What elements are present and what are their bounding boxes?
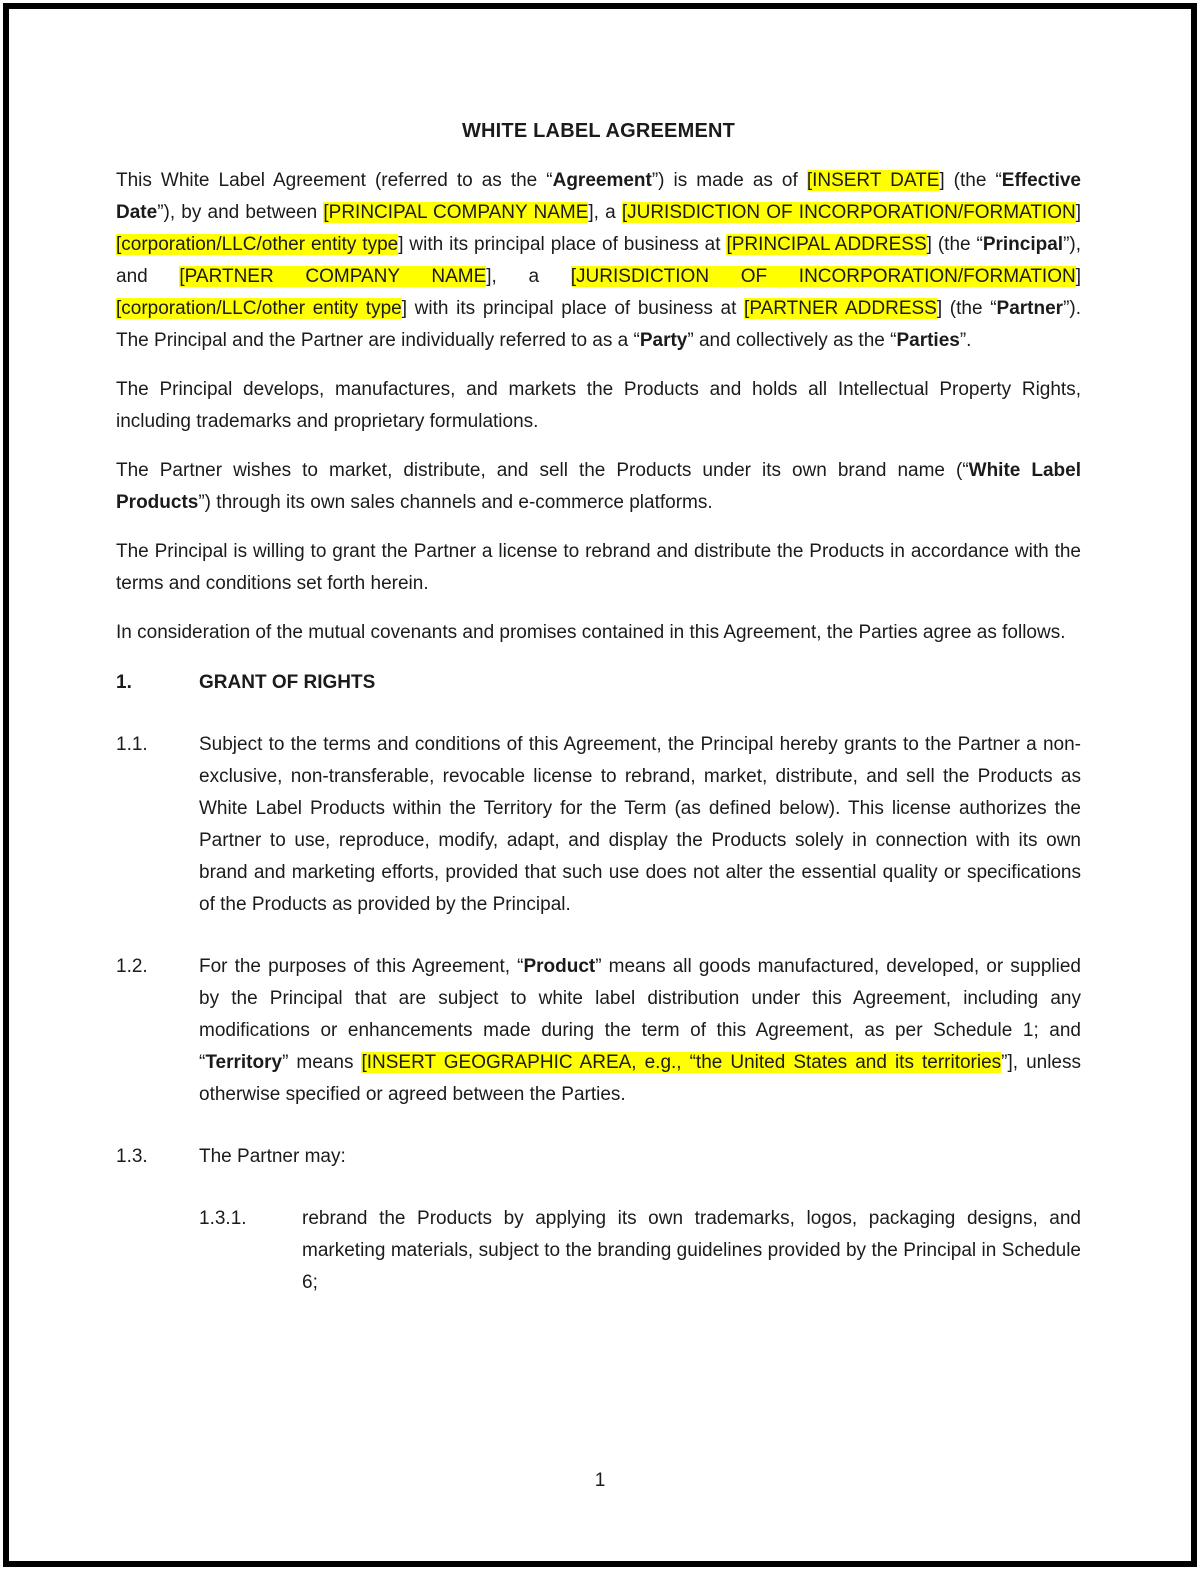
placeholder-highlight: [PARTNER COMPANY NAME (179, 266, 487, 287)
text-run: ] (the “ (936, 298, 997, 319)
text-run: The Partner wishes to market, distribute, and sell the Products under its own brand name (“ (116, 460, 969, 481)
defined-term: Agreement (552, 170, 652, 191)
defined-term: Principal (982, 234, 1064, 255)
text-run: The Principal is willing to grant the Partner a license to rebrand and distribute the Products in accordance with the terms and conditions set forth herein. (116, 541, 1081, 594)
section-number: 1. (116, 672, 132, 693)
text-run: ], a (486, 266, 571, 287)
clause-row (116, 1203, 1081, 1299)
text-run: ”), and (116, 234, 1082, 287)
defined-term: Product (523, 956, 596, 977)
intro-paragraph (116, 374, 1081, 438)
defined-term: Partner (996, 298, 1064, 319)
intro-paragraph (116, 617, 1081, 649)
placeholder-highlight: [JURISDICTION OF INCORPORATION/FORMATION (621, 202, 1076, 223)
text-run: ] (1075, 202, 1081, 223)
text-run: Subject to the terms and conditions of this Agreement, the Principal hereby grants to the Partner a non-exclusive, non-transferable, revocable license to rebrand, market, distribute, and sell the Products as White Label Products within the Territory for the Term (as defined below). This license authorizes the Partner to use, reproduce, modify, adapt, and display the Products solely in connection with its own brand and marketing efforts, provided that such use does not alter the essential quality or specifications of the Products as provided by the Principal. (199, 734, 1081, 915)
text-run: ”), by and between (157, 202, 324, 223)
text-run: ] with its principal place of business at (401, 298, 745, 319)
document-title: WHITE LABEL AGREEMENT (461, 120, 736, 142)
intro-paragraph (116, 455, 1081, 519)
text-run: ”. (959, 330, 972, 351)
placeholder-highlight: [PRINCIPAL ADDRESS (726, 234, 927, 255)
placeholder-highlight: [INSERT GEOGRAPHIC AREA, e.g., “the United States and its territories (361, 1052, 1002, 1073)
section-heading: GRANT OF RIGHTS (199, 672, 376, 693)
page-number: 1 (594, 1470, 606, 1491)
clause-text (199, 1141, 1081, 1173)
clause-text (199, 951, 1081, 1111)
placeholder-highlight: [PARTNER ADDRESS (744, 298, 937, 319)
clause-text (199, 729, 1081, 921)
placeholder-highlight: [PRINCIPAL COMPANY NAME (323, 202, 589, 223)
clause-row (116, 729, 1081, 921)
clause-number: 1.2. (116, 956, 148, 977)
clauses-section (116, 729, 1081, 1299)
defined-term: White Label Products (116, 460, 1081, 513)
text-run: ” means (282, 1052, 362, 1073)
clause-row (116, 1141, 1081, 1173)
text-run: ” means all goods manufactured, developed, or supplied by the Principal that are subject to white label distribution under this Agreement, including any modifications or enhancements made during the term of this Agreement, as per Schedule 1; and “ (199, 956, 1081, 1073)
clause-number: 1.3.1. (199, 1208, 247, 1229)
page-footer (9, 1465, 1191, 1497)
clause-text (302, 1203, 1081, 1299)
text-run: The Partner may: (199, 1146, 346, 1167)
text-run: ] (the “ (926, 234, 983, 255)
text-run: ”) is made as of (651, 170, 807, 191)
text-run: ”). The Principal and the Partner are individually referred to as a “ (116, 298, 1082, 351)
defined-term: Parties (896, 330, 960, 351)
placeholder-highlight: [corporation/LLC/other entity type (116, 234, 399, 255)
document-page (3, 3, 1197, 1567)
text-run: The Principal develops, manufactures, and markets the Products and holds all Intellectual Property Rights, including trademarks and proprietary formulations. (116, 379, 1081, 432)
intro-paragraph (116, 165, 1081, 357)
text-run: This White Label Agreement (referred to as the “ (116, 170, 553, 191)
text-run: In consideration of the mutual covenants and promises contained in this Agreement, the Parties agree as follows. (116, 622, 1066, 643)
text-run: ”) through its own sales channels and e-commerce platforms. (198, 492, 713, 513)
text-run: ] with its principal place of business at (398, 234, 727, 255)
defined-term: Party (639, 330, 688, 351)
placeholder-highlight: [INSERT DATE (806, 170, 940, 191)
text-run: For the purposes of this Agreement, “ (199, 956, 524, 977)
placeholder-highlight: [JURISDICTION OF INCORPORATION/FORMATION (570, 266, 1076, 287)
text-run: ] (1075, 266, 1081, 287)
text-run: ] (the “ (939, 170, 1002, 191)
text-run: ” and collectively as the “ (687, 330, 897, 351)
text-run: ”], unless otherwise specified or agreed between the Parties. (199, 1052, 1081, 1105)
defined-term: Territory (205, 1052, 283, 1073)
text-run: rebrand the Products by applying its own trademarks, logos, packaging designs, and marketing materials, subject to the branding guidelines provided by the Principal in Schedule 6; (302, 1208, 1081, 1293)
clause-number: 1.1. (116, 734, 148, 755)
placeholder-highlight: [corporation/LLC/other entity type (116, 298, 402, 319)
section-heading-row (116, 667, 1081, 699)
clause-number: 1.3. (116, 1146, 148, 1167)
intro-paragraph (116, 536, 1081, 600)
clause-row (116, 951, 1081, 1111)
defined-term: Effective Date (116, 170, 1081, 223)
text-run: ], a (588, 202, 622, 223)
intro-section (116, 165, 1081, 649)
